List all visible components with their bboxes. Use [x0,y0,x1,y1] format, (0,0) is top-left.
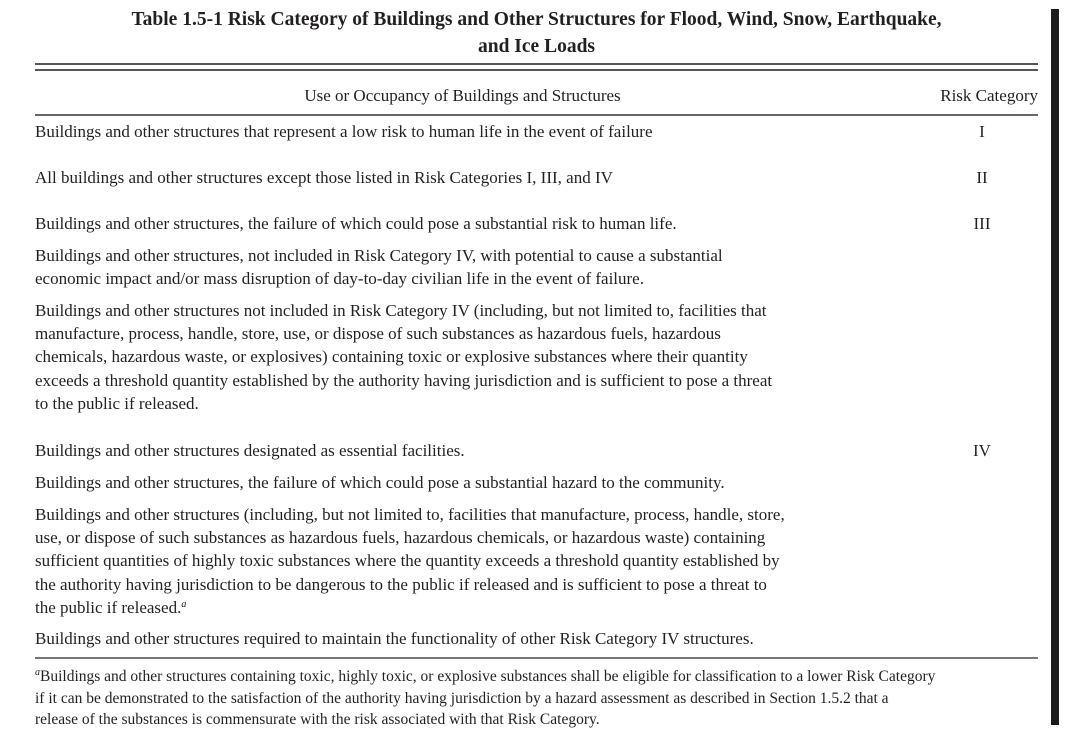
risk-category-value-4: IV [973,441,991,460]
table-row-category-3-entry-3: Buildings and other structures not included in Risk Category IV (including, but not limited to, facilities that manufacture, process, handle, store, use, or dispose of such substances as hazardous fuels, hazardous chemicals, hazardous waste, or explosives) containing toxic or explosive substances where their quantity exceeds a threshold quantity established by the authority having jurisdiction and is sufficient to pose a threat to the public if released. [35,301,773,413]
risk-category-value-2: II [976,168,988,187]
table-footnote: $^a$Buildings and other structures containing toxic, highly toxic, or explosive substances shall be eligible for classification to a lower Risk Category if it can be demonstrated to the satisfaction of the authority having jurisdiction by a hazard assessment as described in Section 1.5.2 that a release of the substances is commensurate with the risk associated with that Risk Category. [35,667,936,728]
page-edge-bar [1051,9,1059,725]
table-title [35,6,1038,60]
table-row-category-3-entry-1: Buildings and other structures, the failure of which could pose a substantial risk to human life. [35,214,677,233]
top-double-rule-upper [35,63,1038,65]
header-rule [35,114,1038,116]
top-double-rule-lower [35,69,1038,71]
table-title-line-2: and Ice Loads [477,36,596,57]
table-row-category-1-entry-1: Buildings and other structures that represent a low risk to human life in the event of failure [35,122,653,141]
table-row-category-3-entry-2: Buildings and other structures, not included in Risk Category IV, with potential to cause a substantial economic impact and/or mass disruption of day-to-day civilian life in the event of failure. [35,246,723,289]
table-row-category-4-entry-2: Buildings and other structures, the failure of which could pose a substantial hazard to the community. [35,473,725,492]
bottom-rule [35,657,1038,659]
table-row-category-4-entry-1: Buildings and other structures designated as essential facilities. [35,441,465,460]
risk-category-value-1: I [979,122,985,141]
table-row-category-4-entry-4: Buildings and other structures required to maintain the functionality of other Risk Category IV structures. [35,629,754,648]
table-title-line-1: Table 1.5-1 Risk Category of Buildings and Other Structures for Flood, Wind, Snow, Earthquake, [131,9,942,30]
risk-category-value-3: III [973,214,991,233]
table-row-category-4-entry-3: Buildings and other structures (including, but not limited to, facilities that manufacture, process, handle, store, use, or dispose of such substances as hazardous fuels, hazardous chemicals, or hazardous waste) containing sufficient quantities of highly toxic substances where the quantity exceeds a threshold quantity established by the authority having jurisdiction to be dangerous to the public if released and is sufficient to pose a threat to the public if released.$^a$ [35,505,785,617]
footnote-marker-label: a [35,667,40,678]
footnote-marker: a [181,598,187,610]
table-row-category-2-entry-1: All buildings and other structures except those listed in Risk Categories I, III, and IV [35,168,613,187]
column-header-use: Use or Occupancy of Buildings and Structures [304,86,621,105]
column-header-risk-category: Risk Category [940,86,1038,105]
